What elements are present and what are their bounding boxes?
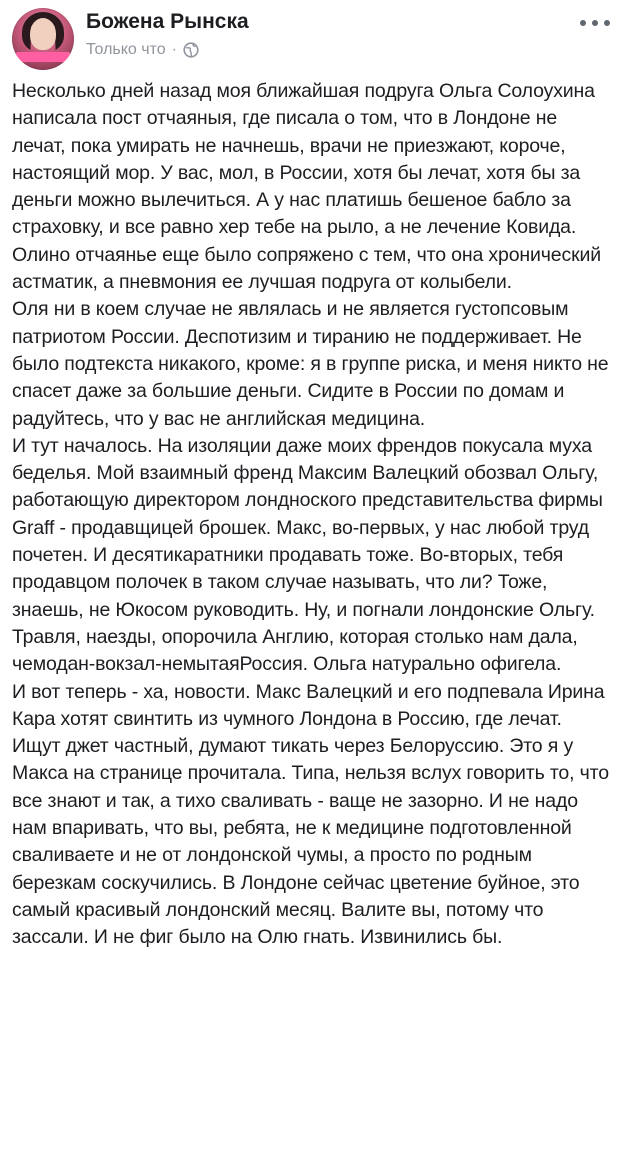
meta-separator: · — [171, 41, 177, 58]
more-dot — [604, 20, 610, 26]
post-meta — [86, 40, 199, 60]
avatar-banner — [16, 52, 70, 62]
more-dot — [580, 20, 586, 26]
avatar-face — [30, 18, 56, 50]
post-header — [0, 0, 620, 74]
more-horizontal-icon[interactable] — [580, 16, 610, 30]
author-name[interactable]: Божена Рынска — [86, 10, 249, 33]
author-avatar[interactable] — [12, 8, 74, 70]
post-body-text: Несколько дней назад моя ближайшая подруга Ольга Солоухина написала пост отчаяныя, где писала о том, что в Лондоне не лечат, пока умирать не начнешь, врачи не приезжают, короче, настоящий мор. У вас, мол, в России, хотя бы лечат, хотя бы за деньги можно вылечиться. А у нас платишь бешеное бабло за страховку, и все равно хер тебе на рыло, а не лечение Ковида. Олино отчаянье еще было сопряжено с тем, что она хронический астматик, а пневмония ее лучшая подруга от колыбели. Оля ни в коем случае не являлась и не является густопсовым патриотом России. Деспотизим и тиранию не поддерживает. Не было подтекста никакого, кроме: я в группе риска, и меня никто не спасет даже за большие деньги. Сидите в России по домам и радуйтесь, что у вас не английская медицина. И тут началось. На изоляции даже моих френдов покусала муха беделья. Мой взаимный френд Максим Валецкий обозвал Ольгу, работающую директором лондноского представительства фирмы Graff - продавщицей брошек. Макс, во-первых, у нас любой труд почетен. И десятикаратники продавать тоже. Во-вторых, тебя продавцом полочек в таком случае называть, что ли? Тоже, знаешь, не Юкосом руководить. Ну, и погнали лондонские Ольгу. Травля, наезды, опорочила Англию, которая столько нам дала, чемодан-вокзал-немытаяРоссия. Ольга натурально офигела. И вот теперь - ха, новости. Макс Валецкий и его подпевала Ирина Кара хотят свинтить из чумного Лондона в Россию, где лечат. Ищут джет частный, думают тикать через Белоруссию. Это я у Макса на странице прочитала. Типа, нельзя вслух говорить то, что все знают и так, а тихо сваливать - ваще не зазорно. И не надо нам впаривать, что вы, ребята, не к медицине подготовленной сваливаете и не от лондонской чумы, а просто по родным березкам соскучились. В Лондоне сейчас цветение буйное, это самый красивый лондонский месяц. Валите вы, потому что зассали. И не фиг было на Олю гнать. Извинились бы. — [12, 80, 609, 949]
more-dot — [592, 20, 598, 26]
globe-icon[interactable] — [183, 42, 199, 58]
post-timestamp[interactable]: Только что — [86, 41, 166, 58]
